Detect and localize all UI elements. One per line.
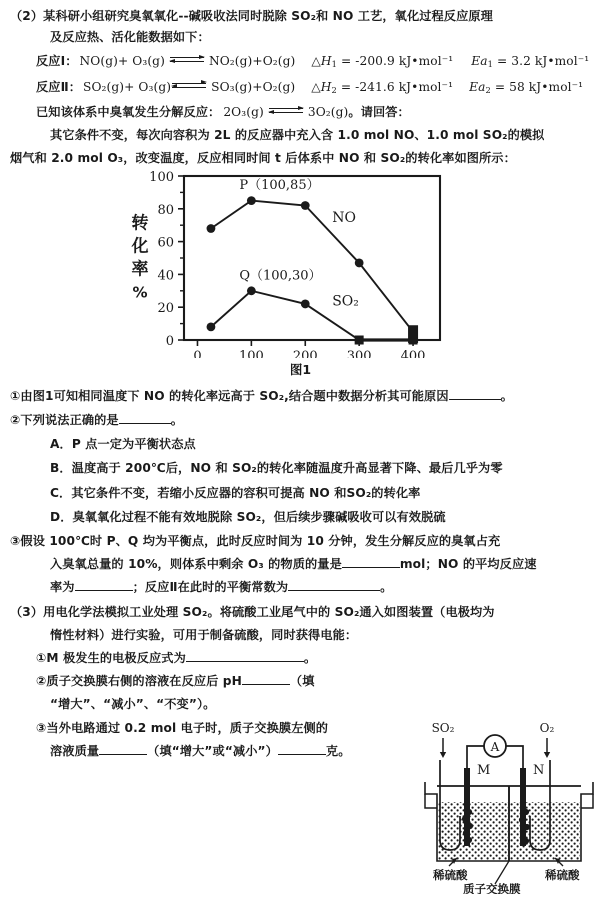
leader-membrane <box>495 861 509 884</box>
reaction-2-dh-value: = -241.6 kJ•mol⁻¹ <box>340 79 454 94</box>
sub-question-1-text: ①由图1可知相同温度下 NO 的转化率远高于 SO₂,结合题中数据分析其可能原因 <box>10 388 449 403</box>
data-point-SO2 <box>207 322 216 331</box>
electrode-label-m: M <box>477 763 491 778</box>
y-axis-label-char: 转 <box>131 213 149 234</box>
series-line-NO <box>211 200 413 331</box>
label-dilute-sulfuric-acid-right: 稀硫酸 <box>545 868 580 882</box>
bubble <box>467 823 473 829</box>
bubble <box>524 824 530 830</box>
question2-number: （2） <box>10 9 44 23</box>
side-arm-right <box>581 794 593 808</box>
annotation-P: P（100,85） <box>239 177 320 193</box>
question3-stem-line1 <box>10 606 591 618</box>
inlet-label-o2: O₂ <box>539 721 555 735</box>
reaction-1-activation <box>471 55 589 68</box>
option-c-label: C．其它条件不变，若缩小反应器的容积可提高 NO 和SO₂的转化率 <box>50 485 421 500</box>
label-proton-exchange-membrane: 质子交换膜 <box>463 882 521 894</box>
bubble <box>520 831 526 837</box>
reaction-2-right: SO₃(g)+O₂(g) <box>211 79 296 94</box>
gas-inlet-arrowhead <box>544 752 550 758</box>
reaction-2-dh-sub: 2 <box>331 84 337 95</box>
conditions-line2 <box>10 152 591 164</box>
sub-question-2-text: ②下列说法正确的是 <box>10 412 119 427</box>
x-tick-label: 400 <box>400 348 426 358</box>
data-point-NO <box>355 258 364 267</box>
bubble <box>463 830 469 836</box>
gas-inlet-arrowhead <box>440 752 446 758</box>
data-point-NO <box>207 224 216 233</box>
question2-stem-line2 <box>10 31 591 43</box>
reaction-1-dh-value: = -200.9 kJ•mol⁻¹ <box>340 54 454 69</box>
x-tick-label: 300 <box>346 348 372 358</box>
y-axis-label-char: % <box>132 283 148 302</box>
y-axis-label-char: 率 <box>131 259 149 280</box>
bubble <box>462 816 468 822</box>
sub-question-3-line2 <box>10 558 591 570</box>
electrode-label-n: N <box>533 763 545 778</box>
series-label-NO: NO <box>332 209 356 226</box>
question3-stem-text-2: 惰性材料）进行实验，可用于制备硫酸，同时获得电能： <box>50 627 358 642</box>
bubble <box>466 809 472 815</box>
annotation-Q: Q（100,30） <box>239 268 322 284</box>
y-tick-label: 0 <box>165 333 174 349</box>
data-point-SO2 <box>247 286 256 295</box>
y-tick-label: 40 <box>157 268 174 284</box>
question3-item-1-text: ①M 极发生的电极反应式为 <box>36 650 186 665</box>
data-point-merge-400 <box>408 325 418 343</box>
reaction-1-ea-symbol: Ea <box>471 54 488 69</box>
reaction-1-enthalpy <box>311 55 453 68</box>
answer-blank-q2[interactable] <box>119 423 171 424</box>
question3-item-1 <box>10 652 591 664</box>
sub-question-2 <box>10 414 591 426</box>
electrochemical-cell-diagram <box>423 716 595 894</box>
ozone-prefix: 已知该体系中臭氧发生分解反应： <box>36 105 221 120</box>
y-tick-label: 20 <box>157 300 174 316</box>
data-point-SO2 <box>301 299 310 308</box>
bubble <box>519 817 525 823</box>
sub-question-1-period: 。 <box>500 388 513 403</box>
reaction-2-ea-symbol: Ea <box>469 79 486 94</box>
sub-question-3-text-3c: 。 <box>380 580 393 595</box>
y-axis-label-char: 化 <box>131 236 149 257</box>
bubble <box>464 801 470 807</box>
reaction-1-dh-symbol: △H <box>311 54 332 69</box>
data-point-NO <box>247 196 256 205</box>
question3-item-2-options: “增大”、“减小”、“不变”）。 <box>50 697 216 712</box>
sub-question-3-text-3a: 率为 <box>50 580 75 595</box>
question2-stem-text-2: 及反应热、活化能数据如下： <box>50 30 210 45</box>
answer-blank-q3-k[interactable] <box>288 590 380 591</box>
sub-question-1 <box>10 390 591 402</box>
question3-stem-line2 <box>10 629 591 641</box>
equilibrium-arrow-icon <box>172 80 206 91</box>
bubble <box>523 809 529 815</box>
answer-blank-q3-o3[interactable] <box>342 567 400 568</box>
wire-right <box>506 746 523 768</box>
reaction-2-label: 反应Ⅱ： <box>36 79 81 94</box>
reaction-1-ea-sub: 1 <box>487 59 493 70</box>
ozone-decomposition-row <box>10 105 591 118</box>
question3-item-3-text-c: 克。 <box>325 743 351 758</box>
conditions-text-2: 烟气和 2.0 mol O₃，改变温度，反应相同时间 t 后体系中 NO 和 SO₂的转化率如图所示： <box>10 150 516 165</box>
question3-item-2-cont <box>10 698 591 710</box>
question3-stem-text-1: 用电化学法模拟工业处理 SO₂。将硫酸工业尾气中的 SO₂通入如图装置（电极均为 <box>43 604 495 619</box>
y-tick-label: 80 <box>157 202 174 218</box>
option-b-label: B．温度高于 200℃后，NO 和 SO₂的转化率随温度升高显著下降、最后几乎为零 <box>50 461 503 476</box>
data-point-NO <box>301 201 310 210</box>
option-c[interactable] <box>10 487 591 499</box>
sub-question-3-line1 <box>10 535 591 547</box>
side-arm-left <box>425 794 437 808</box>
question3-item-3-text-a: 溶液质量 <box>50 743 100 758</box>
chart-caption: 图1 <box>289 361 312 377</box>
reaction-1-right: NO₂(g)+O₂(g) <box>208 54 296 69</box>
series-line-SO2 <box>211 291 413 340</box>
reaction-1-row <box>10 54 591 68</box>
x-tick-label: 0 <box>193 348 202 358</box>
reaction-2-ea-sub: 2 <box>485 84 491 95</box>
option-d-label: D．臭氧氧化过程不能有效地脱除 SO₂，但后续步骤碱吸收可以有效脱硫 <box>50 509 446 524</box>
reaction-2-activation <box>469 81 583 94</box>
inlet-label-so2: SO₂ <box>431 721 455 735</box>
sub-question-3-text-1: ③假设 100℃时 P、Q 均为平衡点，此时反应时间为 10 分钟，发生分解反应的臭氧占充 <box>10 533 501 548</box>
ozone-suffix: 。请回答： <box>348 105 410 120</box>
reaction-1-ea-value: = 3.2 kJ•mol⁻¹ <box>496 54 590 69</box>
answer-blank-mass-direction[interactable] <box>99 754 147 755</box>
reaction-2-ea-value: = 58 kJ•mol⁻¹ <box>494 79 584 94</box>
cell-diagram-svg <box>423 716 595 894</box>
answer-blank-q3-rate[interactable] <box>75 590 133 591</box>
answer-blank-mass-value[interactable] <box>278 754 326 755</box>
question3-item-3-text-b: （填“增大”或“减小”） <box>147 743 278 758</box>
question3-item-1-period: 。 <box>303 650 317 665</box>
sub-question-3-text-2b: mol；NO 的平均反应速 <box>399 557 537 572</box>
reaction-1-dh-sub: 1 <box>331 59 337 70</box>
ozone-left: 2O₃(g) <box>223 105 264 120</box>
reaction-1-label: 反应Ⅰ： <box>36 54 78 69</box>
bubble <box>520 801 526 807</box>
sub-question-3-line3 <box>10 581 591 593</box>
sub-question-3-text-3b: ；反应Ⅱ在此时的平衡常数为 <box>132 580 289 595</box>
electrolyte-left <box>438 802 508 860</box>
label-dilute-sulfuric-acid-left: 稀硫酸 <box>433 868 468 882</box>
conditions-text-1: 其它条件不变，每次向容积为 2L 的反应器中充入含 1.0 mol NO、1.0 mol SO₂的模拟 <box>50 128 545 143</box>
answer-blank-ph[interactable] <box>242 684 290 685</box>
answer-blank-m-electrode[interactable] <box>186 661 304 662</box>
question3-item-3-text: ③当外电路通过 0.2 mol 电子时，质子交换膜左侧的 <box>36 720 329 735</box>
equilibrium-arrow-icon <box>170 54 204 65</box>
bubble <box>466 837 472 843</box>
ozone-right: 3O₂(g) <box>307 105 349 120</box>
answer-blank-q1[interactable] <box>449 399 501 400</box>
reaction-2-dh-symbol: △H <box>311 79 332 94</box>
question2-stem-line1 <box>10 10 591 22</box>
bubble <box>523 838 529 844</box>
option-b[interactable] <box>10 462 591 474</box>
question2-stem-text-1: 某科研小组研究臭氧氧化--碱吸收法同时脱除 SO₂和 NO 工艺，氧化过程反应原理 <box>43 9 493 23</box>
x-tick-label: 200 <box>292 348 318 358</box>
question3-item-2-suffix: （填 <box>289 674 315 689</box>
option-a[interactable] <box>10 438 591 450</box>
y-tick-label: 60 <box>157 235 174 251</box>
option-a-label: A．P 点一定为平衡状态点 <box>50 437 196 452</box>
reaction-2-row <box>10 80 591 94</box>
question3-item-2-text: ②质子交换膜右侧的溶液在反应后 pH <box>36 674 242 689</box>
question3-number: （3） <box>10 604 44 619</box>
ammeter-label: A <box>490 740 500 754</box>
conversion-rate-chart <box>10 168 601 368</box>
reaction-1-left: NO(g)+ O₃(g) <box>79 54 165 69</box>
chart-svg <box>10 168 601 358</box>
equilibrium-arrow-icon <box>269 105 303 116</box>
reaction-2-enthalpy <box>311 81 453 94</box>
x-tick-label: 100 <box>238 348 264 358</box>
sub-question-3-text-2a: 入臭氧总量的 10%，则体系中剩余 O₃ 的物质的量是 <box>50 557 342 572</box>
series-label-SO2: SO₂ <box>332 293 359 310</box>
y-tick-label: 100 <box>149 169 174 185</box>
reaction-2-left: SO₂(g)+ O₃(g) <box>83 79 172 94</box>
sub-question-2-period: 。 <box>170 412 184 427</box>
question3-item-2 <box>10 675 591 687</box>
option-d[interactable] <box>10 511 591 523</box>
conditions-line1 <box>10 129 591 141</box>
